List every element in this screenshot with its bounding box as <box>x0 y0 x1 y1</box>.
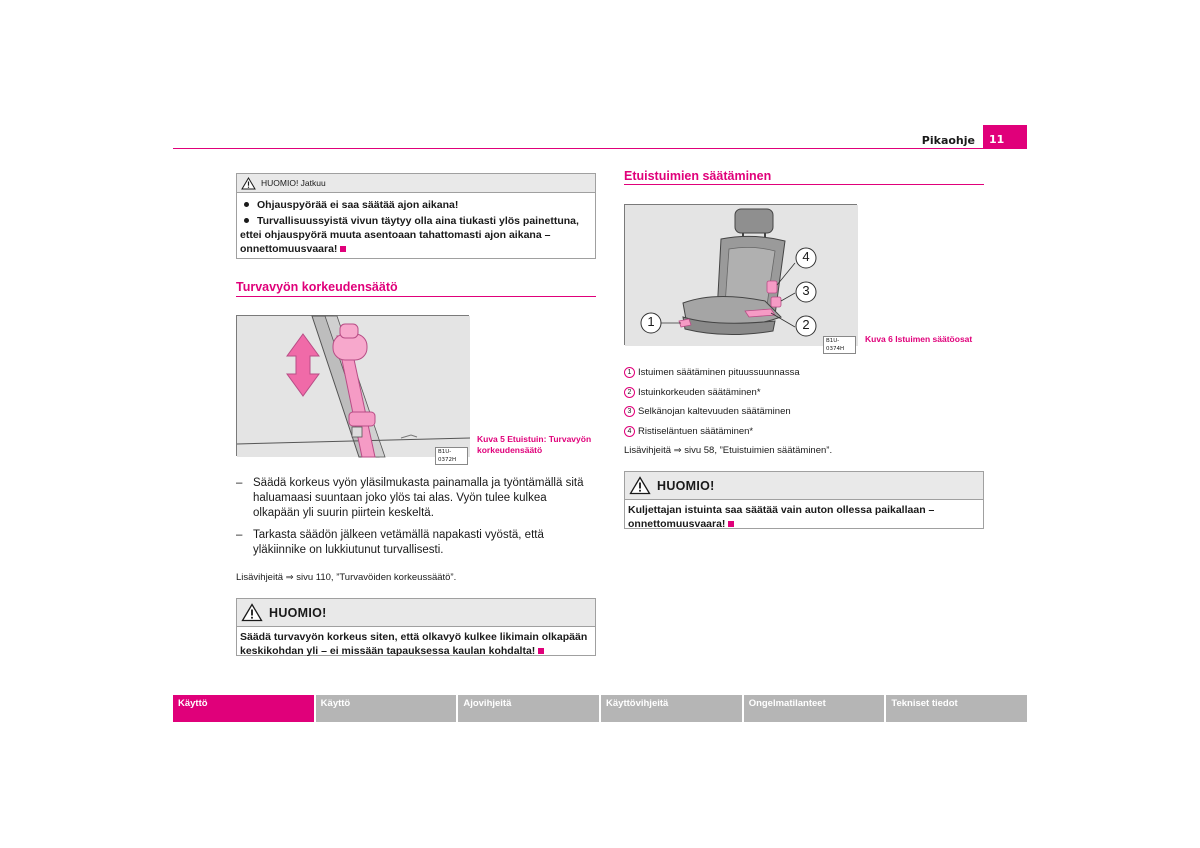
list-item: 4 Ristiseläntuen säätäminen* <box>624 422 984 442</box>
belt-warning-body: Säädä turvavyön korkeus siten, että olkavyö kulkee likimain olkapään keskikohdan yli – ei missään tapauksessa kaulan kohdalta! <box>240 631 588 657</box>
warning-continued-body <box>237 193 595 260</box>
list-item: 2 Istuinkorkeuden säätäminen* <box>624 383 984 403</box>
callout-3: 3 <box>802 283 810 298</box>
callout-4: 4 <box>802 249 810 264</box>
seat-warning-body: Kuljettajan istuinta saa säätää vain auton ollessa paikallaan – onnettomuusvaara! <box>628 504 935 530</box>
warning-triangle-icon <box>241 177 256 190</box>
number-badge: 4 <box>624 426 635 437</box>
footer-nav <box>173 695 1027 722</box>
belt-section-rule <box>236 296 596 297</box>
callout-1: 1 <box>647 314 655 329</box>
step-item: – Tarkasta säädön jälkeen vetämällä napakasti vyöstä, että yläkiinnike on lukkiutunut turvallisesti. <box>236 528 596 558</box>
seat-warning-header <box>625 472 983 500</box>
header-rule <box>173 148 1027 149</box>
list-item: 1 Istuimen säätäminen pituussuunnassa <box>624 363 984 383</box>
seat-section-title: Etuistuimien säätäminen <box>624 169 772 183</box>
seat-adjust-list <box>624 363 984 441</box>
warning-continued-title: HUOMIO! Jatkuu <box>261 178 326 188</box>
belt-reference[interactable]: Lisävihjeitä ⇒ sivu 110, ”Turvavöiden korkeussäätö”. <box>236 572 457 583</box>
list-item: 3 Selkänojan kaltevuuden säätäminen <box>624 402 984 422</box>
warning-item: Turvallisuussyistä vivun täytyy olla aina tiukasti ylös painettuna, ettei ohjauspyörä muuta asentoaan tahattomasti ajon aikana – onnettomuusvaara! <box>240 214 591 256</box>
belt-section-title: Turvavyön korkeudensäätö <box>236 280 398 294</box>
nav-tab-kaytto-active[interactable]: Käyttö <box>173 695 314 722</box>
nav-tab-ongelmatilanteet[interactable]: Ongelmatilanteet <box>744 695 885 722</box>
page-section-title: Pikaohje <box>921 134 975 147</box>
seat-warning-title: HUOMIO! <box>657 478 715 493</box>
warning-continued-header <box>237 174 595 193</box>
number-badge: 2 <box>624 387 635 398</box>
seat-figure <box>624 204 857 352</box>
nav-tab-kaytto[interactable]: Käyttö <box>316 695 457 722</box>
belt-warning-header <box>237 599 595 627</box>
belt-height-figure <box>236 315 469 463</box>
figure-code: B1U-0374H <box>823 336 856 354</box>
nav-tab-kayttovihjeita[interactable]: Käyttövihjeitä <box>601 695 742 722</box>
figure-5-caption: Kuva 5 Etuistuin: Turvavyön korkeudensäätö <box>477 434 592 455</box>
end-marker-icon <box>538 648 544 654</box>
page-number: 11 <box>983 125 1027 149</box>
nav-tab-ajovihjeita[interactable]: Ajovihjeitä <box>458 695 599 722</box>
seat-warning-box <box>624 471 984 529</box>
number-badge: 3 <box>624 406 635 417</box>
callout-2: 2 <box>802 317 810 332</box>
warning-triangle-icon <box>629 476 651 495</box>
warning-item: Ohjauspyörää ei saa säätää ajon aikana! <box>240 198 591 212</box>
number-badge: 1 <box>624 367 635 378</box>
end-marker-icon <box>728 521 734 527</box>
belt-warning-box <box>236 598 596 656</box>
figure-6-caption: Kuva 6 Istuimen säätöosat <box>865 334 973 344</box>
end-marker-icon <box>340 246 346 252</box>
nav-tab-tekniset-tiedot[interactable]: Tekniset tiedot <box>886 695 1027 722</box>
belt-warning-title: HUOMIO! <box>269 605 327 620</box>
figure-code: B1U-0372H <box>435 447 468 465</box>
step-item: – Säädä korkeus vyön yläsilmukasta painamalla ja työntämällä sitä haluamaasi suuntaan joko ylös tai alas. Vyön tulee kulkea olkapään yli suurin piirtein keskeltä. <box>236 476 596 521</box>
belt-steps <box>236 476 596 558</box>
seat-reference[interactable]: Lisävihjeitä ⇒ sivu 58, ”Etuistuimien säätäminen”. <box>624 445 833 456</box>
seat-section-rule <box>624 184 984 185</box>
warning-triangle-icon <box>241 603 263 622</box>
belt-height-illustration <box>237 316 470 457</box>
warning-continued-box <box>236 173 596 259</box>
